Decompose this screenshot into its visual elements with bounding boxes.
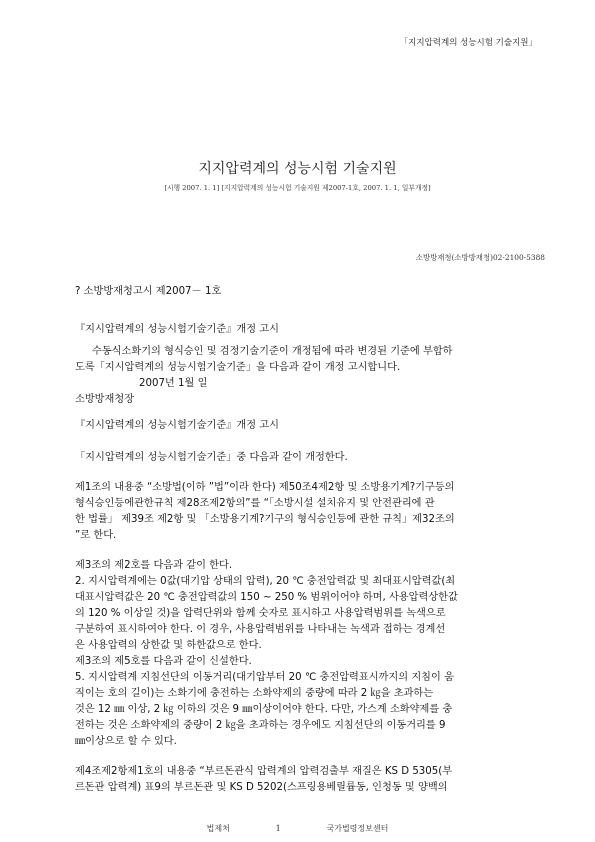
running-header: 「지지압력계의 성능시험 기술지원」 [399, 38, 537, 48]
notice-date: 2007년 1월 일 [139, 378, 208, 389]
body-line: 제3조의 제5호를 다음과 같이 신설한다. [75, 656, 252, 667]
body-line: 5. 지시압력계 지침선단의 이동거리(대기압부터 20 ℃ 충전압력표시까지의 지침이 움 [75, 672, 454, 683]
notice-number: ? 소방방재청고시 제2007－ 1호 [75, 286, 222, 297]
notice-signatory: 소방방재청장 [75, 394, 135, 405]
body-line: 수동식소화기의 형식승인 및 검정기술기준이 개정됨에 따라 변경된 기준에 부합하 [92, 346, 453, 357]
body-line: 르돈관 압력계) 표9의 부르돈관 및 KS D 5202(스프링용베릴륨동, 인청동 및 양백의 [75, 782, 448, 793]
body-line: 한 법률」 제39조 제2항 및 「소방용기계?기구의 형식승인등에 관한 규칙」제32조의 [75, 514, 455, 525]
ministry-contact: 소방방재청(소방방재청)02-2100-5388 [415, 253, 545, 262]
enforcement-subtitle: [시행 2007. 1. 1] [지지압력계의 성능시험 기술지원 제2007-1호, 2007. 1. 1, 일부개정] [164, 184, 431, 192]
body-line: 의 120 % 이상일 것)을 압력단위와 함께 숫자로 표시하고 사용압력범위를 녹색으로 [75, 608, 446, 619]
body-line: 2. 지시압력계에는 0값(대기압 상태의 압력), 20 ℃ 충전압력값 및 최대표시압력값(최 [75, 576, 456, 587]
body-line: 전하는 것은 소화약제의 중량이 2 ㎏을 초과하는 경우에도 지침선단의 이동거리를 9 [75, 720, 446, 731]
body-line: 직이는 호의 길이)는 소화기에 충전하는 소화약제의 중량에 따라 2 ㎏을 초과하는 [75, 688, 434, 699]
body-line: 대표시압력값은 20 ℃ 충전압력값의 150 ~ 250 % 범위이어야 하며, 사용압력상한값 [75, 592, 458, 603]
amendment-intro: 「지시압력계의 성능시험기술기준」중 다음과 같이 개정한다. [75, 452, 348, 463]
body-line: 구분하여 표시하여야 한다. 이 경우, 사용압력범위를 나타내는 녹색과 접하는 경계선 [75, 624, 446, 635]
notice-heading: 『지시압력계의 성능시험기술기준』개정 고시 [75, 324, 279, 335]
body-line: 은 사용압력의 상한값 및 하한값으로 한다. [75, 640, 262, 651]
body-line: 제1조의 내용중 “소방법(이하 ”법”이라 한다) 제50조4제2항 및 소방용기계?기구등의 [75, 482, 455, 493]
body-line: 형식승인등에관한규칙 제28조제2항의”를 “「소방시설 설치유지 및 안전관리에 관 [75, 498, 435, 509]
page-title: 지지압력계의 성능시험 기술지원 [198, 161, 397, 177]
body-line: 도록「지시압력계의 성능시험기술기준」을 다음과 같이 개정 고시합니다. [75, 362, 401, 373]
body-line: 제3조의 제2호를 다음과 같이 한다. [75, 560, 233, 571]
amendment-heading: 『지시압력계의 성능시험기술기준』개정 고시 [75, 420, 279, 431]
body-line: ”로 한다. [75, 530, 117, 541]
body-line: ㎜이상으로 할 수 있다. [75, 736, 177, 747]
body-line: 것은 12 ㎜ 이상, 2 ㎏ 이하의 것은 9 ㎜이상이어야 한다. 다만, 가스계 소화약제를 충 [75, 704, 453, 715]
body-line: 제4조제2항제1호의 내용중 “부르돈관식 압력계의 압력검출부 재질은 KS D 5305(부 [75, 766, 453, 777]
page-footer: 법제처 1 국가법령정보센터 [206, 824, 389, 833]
